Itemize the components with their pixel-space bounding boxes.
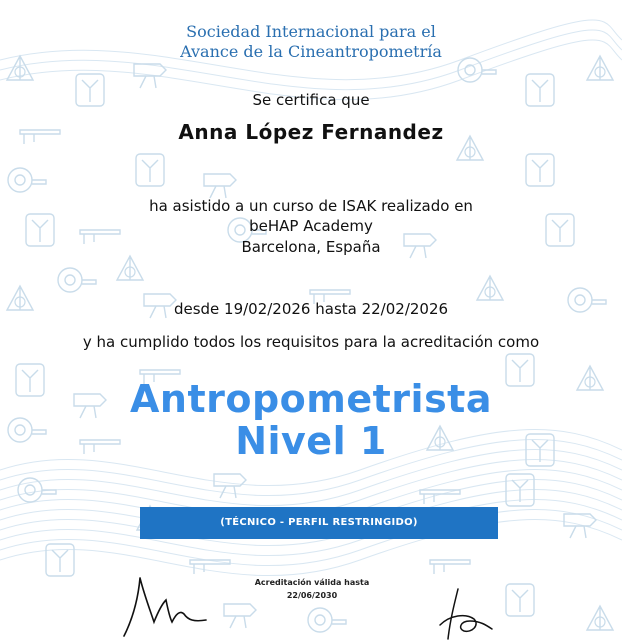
right-signature: [430, 585, 510, 640]
profile-banner: (TÉCNICO - PERFIL RESTRINGIDO): [140, 507, 498, 539]
organization-name-line1: Sociedad Internacional para el: [186, 22, 436, 41]
validity-date: 22/06/2030: [286, 591, 338, 600]
organization-name-line2: Avance de la Cineantropometría: [180, 42, 442, 61]
accreditation-level: Nivel 1: [235, 419, 387, 463]
left-signature: [110, 570, 220, 640]
venue-name: beHAP Academy: [249, 217, 373, 235]
venue-location: Barcelona, España: [241, 238, 381, 256]
course-dates: desde 19/02/2026 hasta 22/02/2026: [173, 300, 449, 318]
attended-text: ha asistido a un curso de ISAK realizado en: [149, 197, 473, 215]
certify-intro: Se certifica que: [252, 91, 370, 109]
recipient-name: Anna López Fernandez: [178, 120, 444, 144]
accreditation-title: Antropometrista: [129, 377, 492, 421]
requirements-text: y ha cumplido todos los requisitos para la acreditación como: [82, 333, 540, 351]
validity-label: Acreditación válida hasta: [254, 578, 370, 587]
